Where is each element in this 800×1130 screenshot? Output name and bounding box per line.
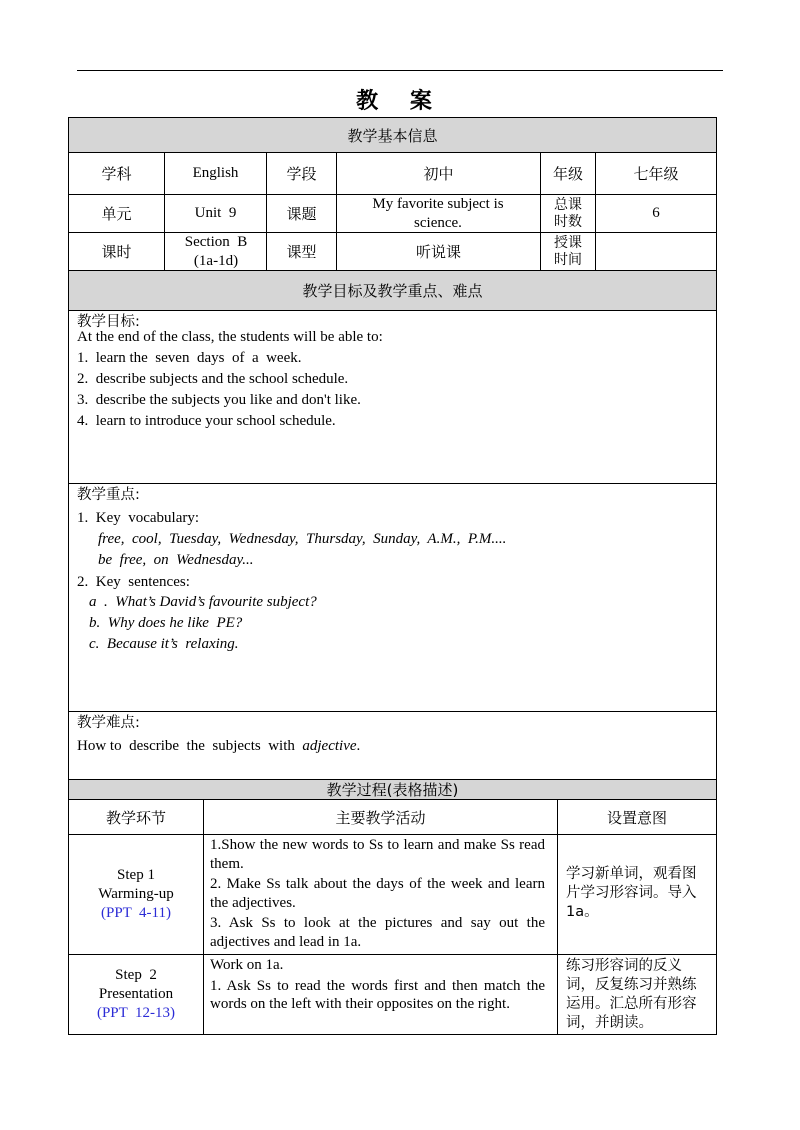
goal-item: 1. learn the seven days of a week.	[77, 350, 302, 366]
step-number: Step 1	[117, 867, 155, 883]
keypoints-heading: 教学重点:	[77, 487, 140, 503]
table-rule	[68, 711, 717, 712]
activity-item: 1. Ask Ss to read the words first and then match the words on the left with their opposites on the right.	[210, 977, 545, 1012]
key-sentences-label: 2. Key sentences:	[77, 574, 190, 590]
document-title: 教 案	[356, 89, 444, 114]
teaching-time-value	[596, 233, 716, 270]
step-cell	[69, 955, 203, 1034]
table-rule	[557, 799, 558, 1034]
grade-value: 七年级	[633, 165, 679, 183]
col-intent-header: 设置意图	[606, 808, 667, 827]
step-number: Step 2	[115, 967, 157, 983]
topic-value: My favorite subject is science.	[372, 195, 504, 231]
key-sentence: c. Because it’s relaxing.	[89, 636, 239, 652]
table-rule	[203, 799, 204, 1034]
lesson-type-label: 课型	[286, 243, 317, 261]
goal-item: 3. describe the subjects you like and don't like.	[77, 392, 361, 408]
table-rule	[68, 1034, 717, 1035]
difficulty-heading: 教学难点:	[77, 715, 140, 731]
process-section-heading: 教学过程(表格描述)	[326, 781, 459, 799]
goals-section-heading: 教学目标及教学重点、难点	[302, 282, 483, 300]
activity-item: 1.Show the new words to Ss to learn and make Ss read them.	[210, 837, 545, 872]
difficulty-text: How to describe the subjects with adjective.	[77, 738, 361, 754]
goals-heading: 教学目标:	[77, 314, 140, 330]
intent-text: 学习新单词，观看图片学习形容词。导入 1a。	[566, 866, 697, 920]
table-rule	[68, 310, 717, 311]
unit-label: 单元	[101, 205, 132, 223]
period-value: Section B (1a-1d)	[184, 233, 251, 269]
activity-item: 2. Make Ss talk about the days of the week and learn the adjectives.	[210, 876, 545, 911]
activity-text	[210, 836, 545, 951]
step-name: Warming-up	[98, 886, 174, 902]
table-rule	[68, 483, 717, 484]
lesson-type-value: 听说课	[415, 243, 461, 261]
activity-text	[210, 956, 545, 1014]
period-label: 课时	[101, 243, 132, 261]
goal-item: 2. describe subjects and the school schedule.	[77, 371, 349, 387]
teaching-time-label: 授课时间	[554, 234, 582, 268]
subject-label: 学科	[101, 165, 132, 183]
step-cell	[69, 835, 203, 954]
stage-value: 初中	[423, 165, 454, 183]
key-vocabulary-label: 1. Key vocabulary:	[77, 510, 200, 526]
goal-item: 4. learn to introduce your school schedule.	[77, 413, 336, 429]
total-periods-label: 总课时数	[554, 196, 582, 230]
grade-label: 年级	[552, 165, 583, 183]
intent-text: 练习形容词的反义词，反复练习并熟练运用。汇总所有形容词，并朗读。	[566, 958, 697, 1031]
col-step-header: 教学环节	[105, 808, 166, 827]
topic-label: 课题	[286, 205, 317, 223]
basic-info-heading: 教学基本信息	[347, 126, 438, 145]
goals-intro: At the end of the class, the students will be able to:	[77, 329, 383, 345]
col-activity-header: 主要教学活动	[335, 808, 426, 827]
total-periods-value: 6	[652, 205, 660, 221]
header-rule	[77, 70, 723, 71]
activity-item: 3. Ask Ss to look at the pictures and say out the adjectives and lead in 1a.	[210, 915, 545, 950]
unit-value: Unit 9	[194, 205, 237, 221]
stage-label: 学段	[286, 165, 317, 183]
key-vocabulary-line: free, cool, Tuesday, Wednesday, Thursday, Sunday, A.M., P.M....	[98, 531, 507, 547]
subject-value: English	[192, 165, 239, 181]
ppt-reference: (PPT 4-11)	[100, 905, 171, 921]
key-sentence: b. Why does he like PE?	[89, 615, 243, 631]
ppt-reference: (PPT 12-13)	[96, 1005, 176, 1021]
activity-item: Work on 1a.	[210, 957, 284, 973]
step-name: Presentation	[98, 986, 174, 1002]
key-vocabulary-line: be free, on Wednesday...	[98, 552, 254, 568]
key-sentence: a . What’s David’s favourite subject?	[89, 594, 317, 610]
